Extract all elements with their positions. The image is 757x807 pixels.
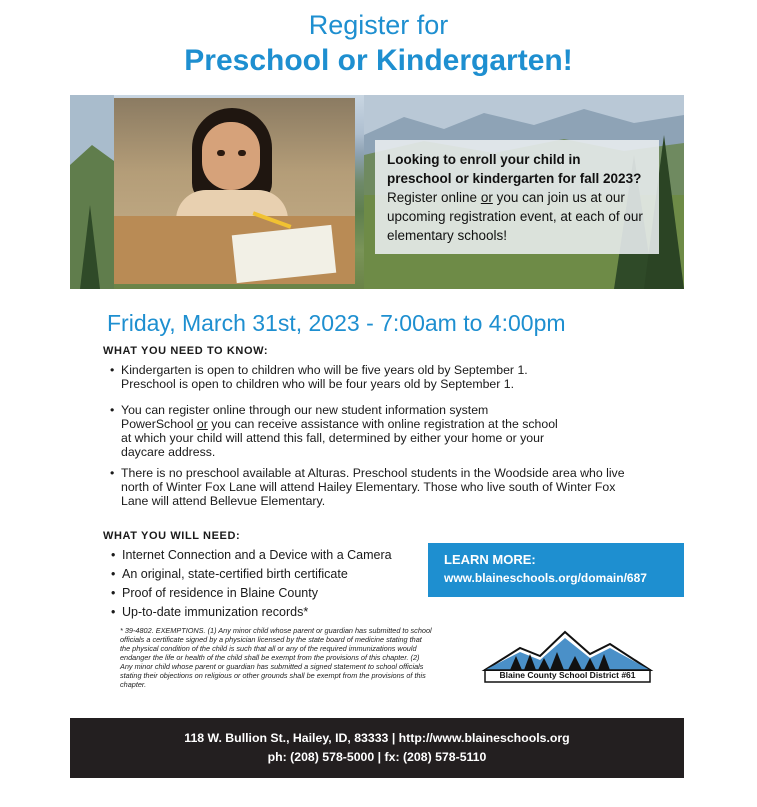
preschool-age-text: Preschool is open to children who will be four years old by September 1. (121, 377, 515, 391)
enroll-or: or (480, 190, 493, 205)
district-logo-label: Blaine County School District #61 (499, 670, 636, 680)
page-title-line1: Register for (308, 10, 449, 40)
register-text-1: You can register online through our new student information system PowerSchool (121, 403, 489, 431)
enroll-question: Looking to enroll your child in preschool or kindergarten for fall 2023? (387, 152, 642, 186)
header-banner (70, 95, 684, 289)
enroll-text-1: Register online (387, 190, 481, 205)
enroll-info-box (375, 140, 659, 254)
exemptions-footnote: * 39-4802. EXEMPTIONS. (1) Any minor child whose parent or guardian has submitted to school officials a certificate signed by a physician licensed by the state board of medicine stating that the physical condition of the child is such that all or any of the required immunizations would endanger the life or health of the child shall be exempt from the provisions of this chapter. (2) Any minor child whose parent or guardian has submitted a signed statement to school officials stating their objections on religious or other grounds shall be exempt from the provisions of this chapter. (120, 626, 432, 689)
kindergarten-age-text: Kindergarten is open to children who will be five years old by September 1. (121, 363, 528, 377)
learn-more-link[interactable]: www.blaineschools.org/domain/687 (444, 571, 647, 585)
need-to-know-heading: WHAT YOU NEED TO KNOW: (103, 345, 269, 357)
footer-contact (70, 718, 684, 778)
register-or: or (196, 417, 208, 431)
will-need-list (110, 546, 420, 622)
need-to-know-item-register (108, 403, 558, 459)
preschool-availability-text: There is no preschool available at Alturas. Preschool students in the Woodside area who live north of Winter Fox Lane will attend Hailey Elementary. Those who live south of Winter Fox Lane will attend Bellevue Elementary. (121, 466, 625, 508)
page-title-line2: Preschool or Kindergarten! (184, 44, 573, 77)
need-to-know-item-age (108, 363, 648, 391)
list-item: • Proof of residence in Blaine County (110, 584, 420, 603)
left-landscape (70, 95, 114, 289)
list-item: • Up-to-date immunization records* (110, 603, 420, 622)
footer-phone: ph: (208) 578-5000 | fx: (208) 578-5110 (267, 750, 487, 764)
footer-address: 118 W. Bullion St., Hailey, ID, 83333 | http://www.blaineschools.org (184, 731, 570, 745)
learn-more-label: LEARN MORE: (444, 552, 536, 567)
register-text-2: you can receive assistance with online registration at the school at which your child will attend this fall, determined by either your home or your daycare address. (121, 417, 558, 459)
event-date: Friday, March 31st, 2023 - 7:00am to 4:00pm (107, 310, 566, 336)
list-item: • Internet Connection and a Device with a Camera (110, 546, 420, 565)
child-photo (114, 98, 355, 284)
enroll-text-2: you can join us at our upcoming registration event, at each of our elementary schools! (387, 190, 643, 243)
list-item: • An original, state-certified birth certificate (110, 565, 420, 584)
will-need-heading: WHAT YOU WILL NEED: (103, 530, 241, 542)
need-to-know-item-preschool (108, 466, 638, 508)
learn-more-box (428, 543, 684, 597)
